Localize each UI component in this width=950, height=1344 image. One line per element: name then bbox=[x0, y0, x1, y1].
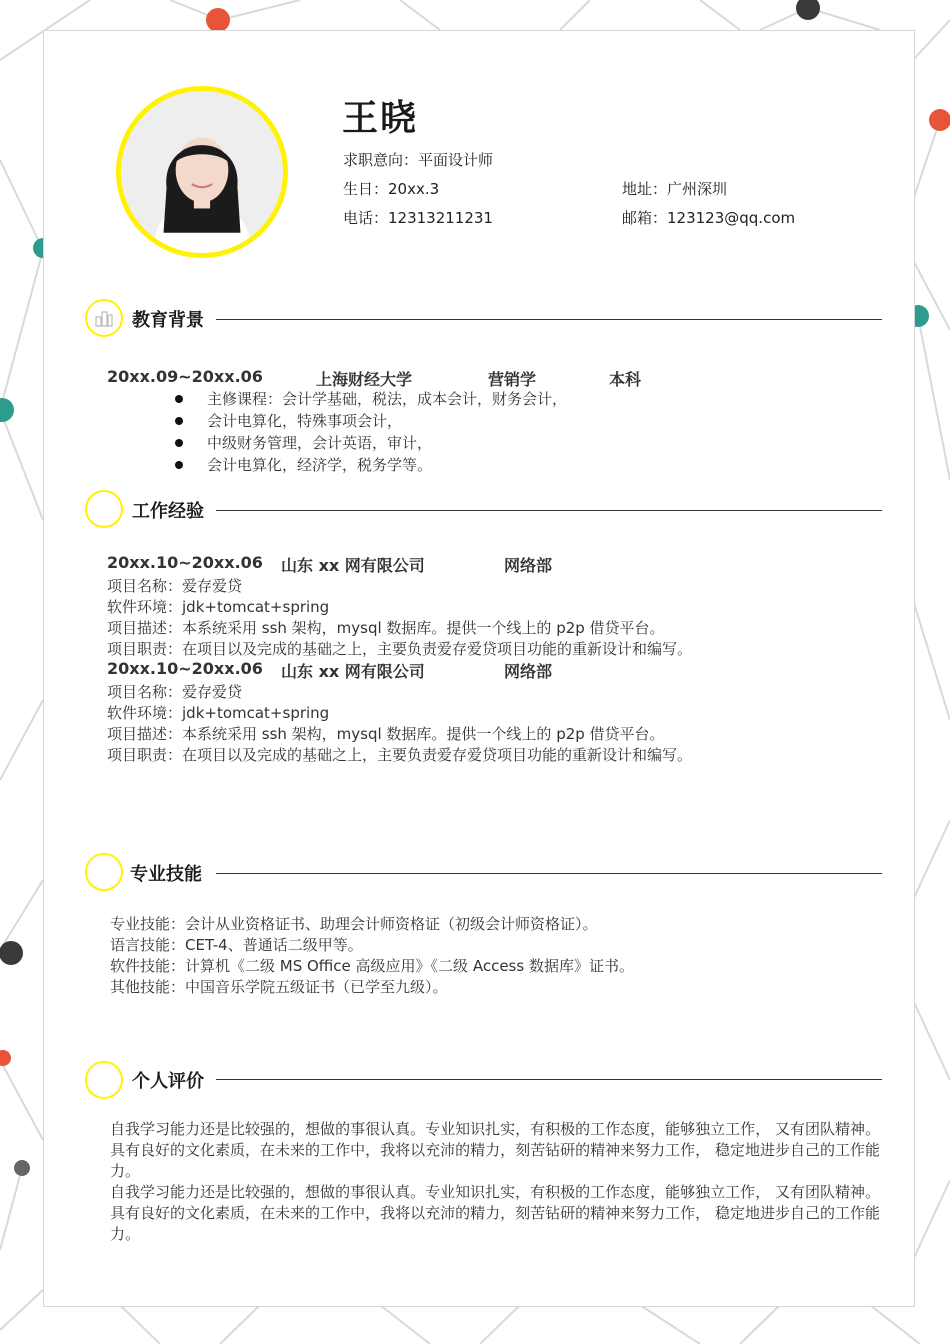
project-env: 软件环境：jdk+tomcat+spring bbox=[107, 598, 330, 616]
education-major: 营销学 bbox=[488, 370, 537, 389]
project-name: 项目名称：爱存爱贷 bbox=[107, 577, 243, 595]
project-duty: 项目职责：在项目以及完成的基础之上，主要负责爱存爱贷项目功能的重新设计和编写。 bbox=[107, 640, 693, 658]
email: 邮箱：123123@qq.com bbox=[622, 209, 796, 227]
list-item: 中级财务管理，会计英语，审计， bbox=[207, 432, 567, 454]
list-item: 会计电算化，特殊事项会计， bbox=[207, 410, 567, 432]
education-title: 教育背景 bbox=[132, 310, 204, 331]
skills-divider bbox=[216, 873, 882, 874]
profile-photo bbox=[116, 86, 288, 258]
project-duty: 项目职责：在项目以及完成的基础之上，主要负责爱存爱贷项目功能的重新设计和编写。 bbox=[107, 746, 693, 764]
job-intent: 求职意向：平面设计师 bbox=[343, 151, 494, 169]
birth-date: 生日：20xx.3 bbox=[343, 180, 440, 198]
bullet-icon bbox=[175, 417, 183, 425]
course-list bbox=[207, 388, 567, 476]
education-school: 上海财经大学 bbox=[316, 370, 413, 389]
bullet-icon bbox=[175, 395, 183, 403]
address: 地址：广州深圳 bbox=[622, 180, 728, 198]
work-dept: 网络部 bbox=[504, 662, 553, 681]
project-name: 项目名称：爱存爱贷 bbox=[107, 683, 243, 701]
work-title: 工作经验 bbox=[132, 501, 204, 522]
education-degree: 本科 bbox=[609, 370, 642, 389]
evaluation-section-icon bbox=[85, 1061, 123, 1099]
work-company: 山东 xx 网有限公司 bbox=[281, 556, 425, 575]
project-env: 软件环境：jdk+tomcat+spring bbox=[107, 704, 330, 722]
skill-line: 专业技能：会计从业资格证书、助理会计师资格证（初级会计师资格证）。 bbox=[110, 915, 598, 933]
phone: 电话：12313211231 bbox=[343, 209, 493, 227]
list-item: 会计电算化，经济学，税务学等。 bbox=[207, 454, 567, 476]
education-section-icon bbox=[85, 299, 123, 337]
education-divider bbox=[216, 319, 882, 320]
project-desc: 项目描述：本系统采用 ssh 架构，mysql 数据库。提供一个线上的 p2p 借贷平台。 bbox=[107, 619, 665, 637]
building-icon bbox=[94, 308, 114, 328]
skills-section-icon bbox=[85, 853, 123, 891]
evaluation-paragraph: 自我学习能力还是比较强的，想做的事很认真。专业知识扎实，有积极的工作态度，能够独立工作， 又有团队精神。具有良好的文化素质，在未来的工作中，我将以充沛的精力，刻苦钻研的精神来努力工作， 稳定地进步自己的工作能力。 bbox=[110, 1183, 880, 1243]
work-divider bbox=[216, 510, 882, 511]
list-item: 主修课程：会计学基础，税法，成本会计，财务会计， bbox=[207, 388, 567, 410]
evaluation-divider bbox=[216, 1079, 882, 1080]
project-desc: 项目描述：本系统采用 ssh 架构，mysql 数据库。提供一个线上的 p2p 借贷平台。 bbox=[107, 725, 665, 743]
education-period: 20xx.09~20xx.06 bbox=[107, 367, 263, 386]
skill-line: 语言技能：CET-4、普通话二级甲等。 bbox=[110, 936, 363, 954]
skill-line: 软件技能：计算机《二级 MS Office 高级应用》《二级 Access 数据库》证书。 bbox=[110, 957, 634, 975]
candidate-name: 王晓 bbox=[342, 98, 419, 139]
evaluation-title: 个人评价 bbox=[132, 1071, 204, 1092]
work-period: 20xx.10~20xx.06 bbox=[107, 659, 263, 678]
skill-line: 其他技能：中国音乐学院五级证书（已学至九级）。 bbox=[110, 978, 448, 996]
work-company: 山东 xx 网有限公司 bbox=[281, 662, 425, 681]
bullet-icon bbox=[175, 461, 183, 469]
work-section-icon bbox=[85, 490, 123, 528]
evaluation-paragraph: 自我学习能力还是比较强的，想做的事很认真。专业知识扎实，有积极的工作态度，能够独立工作， 又有团队精神。具有良好的文化素质，在未来的工作中，我将以充沛的精力，刻苦钻研的精神来努力工作， 稳定地进步自己的工作能力。 bbox=[110, 1120, 880, 1180]
skills-title: 专业技能 bbox=[130, 864, 202, 885]
work-dept: 网络部 bbox=[504, 556, 553, 575]
bullet-icon bbox=[175, 439, 183, 447]
work-period: 20xx.10~20xx.06 bbox=[107, 553, 263, 572]
